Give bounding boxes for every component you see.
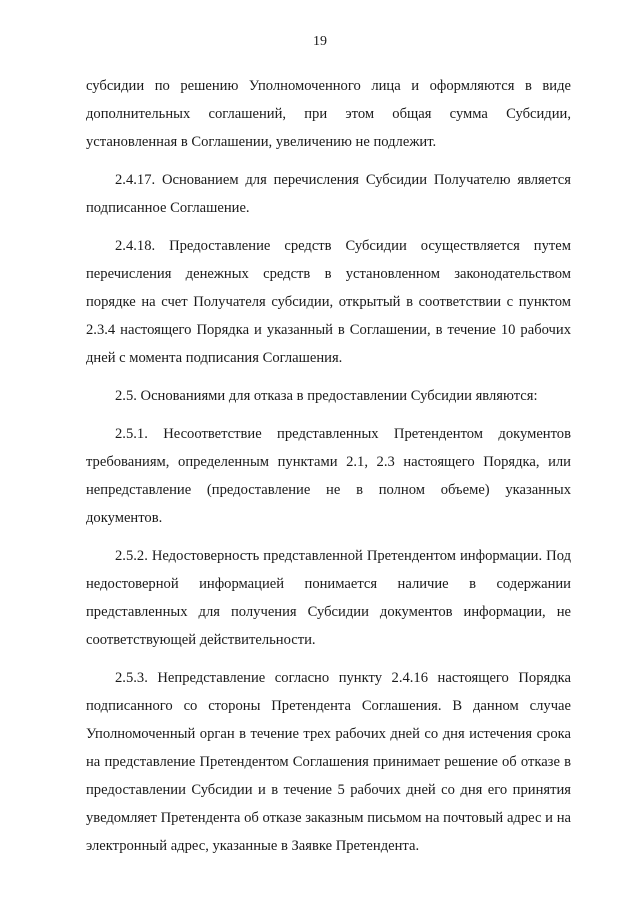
paragraph-2-5-2: 2.5.2. Недостоверность представленной Претендентом информации. Под недостоверной информацией понимается наличие в содержании представленных для получения Субсидии документов информации, не соответствующей действительности.: [86, 548, 571, 648]
paragraph-2-4-18: 2.4.18. Предоставление средств Субсидии осуществляется путем перечисления денежных средств в установленном законодательством порядке на счет Получателя субсидии, открытый в соответствии с пунктом 2.3.4 настоящего Порядка и указанный в Соглашении, в течение 10 рабочих дней с момента подписания Соглашения.: [86, 238, 571, 366]
paragraph-2-5: 2.5. Основаниями для отказа в предоставлении Субсидии являются:: [115, 388, 538, 404]
paragraph-2-5-1: 2.5.1. Несоответствие представленных Претендентом документов требованиям, определенным пунктами 2.1, 2.3 настоящего Порядка, или непредставление (предоставление не в полном объеме) указанных документов.: [86, 426, 571, 526]
paragraph-continuation: субсидии по решению Уполномоченного лица и оформляются в виде дополнительных соглашений, при этом общая сумма Субсидии, установленная в Соглашении, увеличению не подлежит.: [86, 78, 571, 150]
paragraph-2-5-3: 2.5.3. Непредставление согласно пункту 2.4.16 настоящего Порядка подписанного со стороны Претендента Соглашения. В данном случае Уполномоченный орган в течение трех рабочих дней со дня истечения срока на представление Претендентом Соглашения принимает решение об отказе в предоставлении Субсидии и в течение 5 рабочих дней со дня его принятия уведомляет Претендента об отказе заказным письмом на почтовый адрес и на электронный адрес, указанные в Заявке Претендента.: [86, 670, 571, 854]
page-number: 19: [313, 34, 327, 49]
paragraph-2-4-17: 2.4.17. Основанием для перечисления Субсидии Получателю является подписанное Соглашение.: [86, 172, 571, 216]
document-body: [86, 72, 571, 860]
